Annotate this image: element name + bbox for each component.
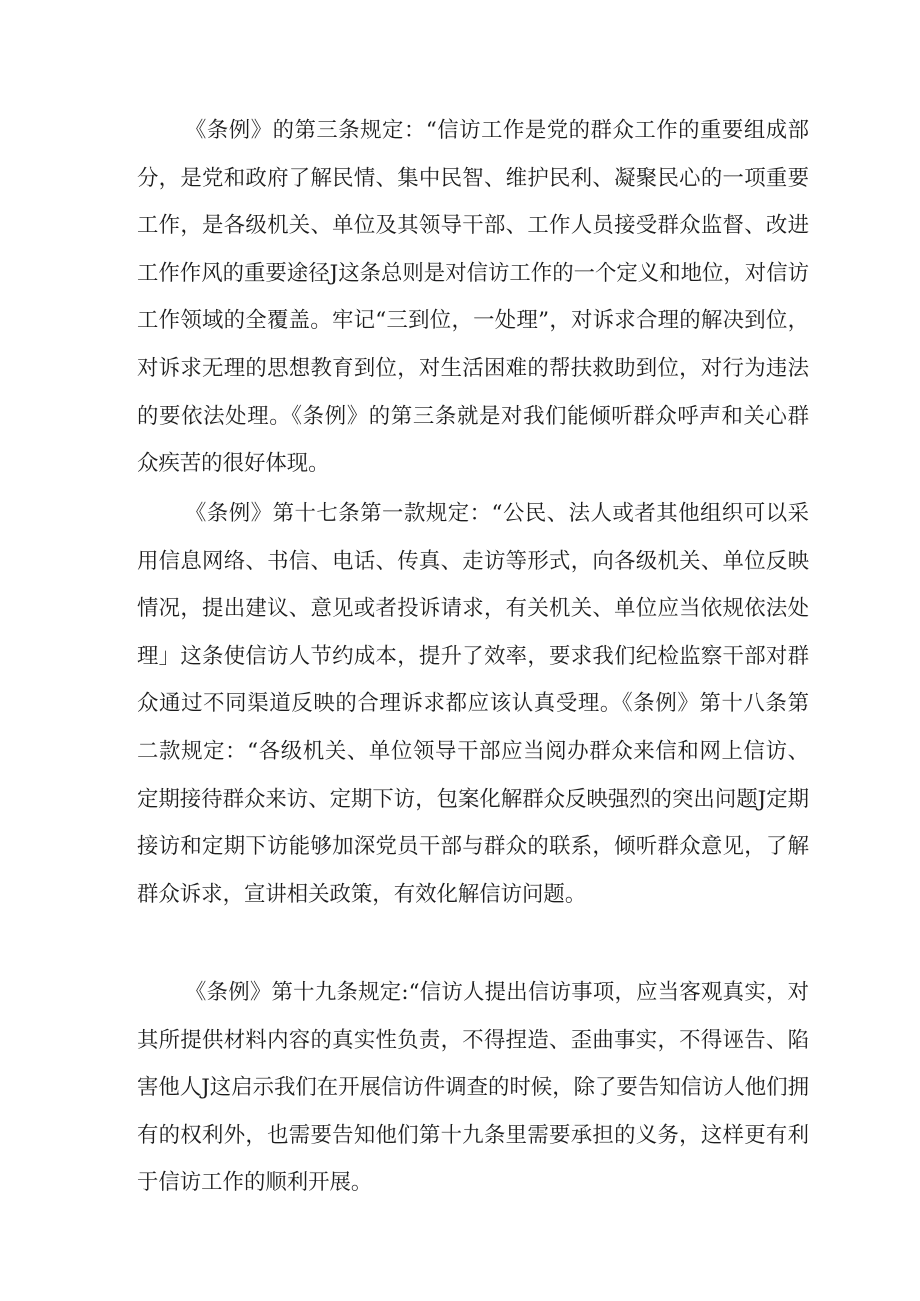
paragraph-article-19: 《条例》第十九条规定:“信访人提出信访事项，应当客观真实，对其所提供材料内容的真实性负责，不得捏造、歪曲事实，不得诬告、陷害他人J这启示我们在开展信访件调查的时候，除了要告知信访人他们拥有的权利外，也需要告知他们第十九条里需要承担的义务，这样更有利于信访工作的顺利开展。 [137, 980, 809, 1196]
paragraph-article-3: 《条例》的第三条规定：“信访工作是党的群众工作的重要组成部分，是党和政府了解民情、集中民智、维护民利、凝聚民心的一项重要工作，是各级机关、单位及其领导干部、工作人员接受群众监督、改进工作作风的重要途径J这条总则是对信访工作的一个定义和地位，对信访工作领域的全覆盖。牢记“三到位，一处理”，对诉求合理的解决到位，对诉求无理的思想教育到位，对生活困难的帮扶救助到位，对行为违法的要依法处理。《条例》的第三条就是对我们能倾听群众呼声和关心群众疾苦的很好体现。 [137, 118, 809, 477]
paragraph-article-17-18: 《条例》第十七条第一款规定：“公民、法人或者其他组织可以采用信息网络、书信、电话、传真、走访等形式，向各级机关、单位反映情况，提出建议、意见或者投诉请求，有关机关、单位应当依规依法处理」这条使信访人节约成本，提升了效率，要求我们纪检监察干部对群众通过不同渠道反映的合理诉求都应该认真受理。《条例》第十八条第二款规定：“各级机关、单位领导干部应当阅办群众来信和网上信访、定期接待群众来访、定期下访，包案化解群众反映强烈的突出问题J定期接访和定期下访能够加深党员干部与群众的联系，倾听群众意见，了解群众诉求，宣讲相关政策，有效化解信访问题。 [137, 501, 809, 907]
